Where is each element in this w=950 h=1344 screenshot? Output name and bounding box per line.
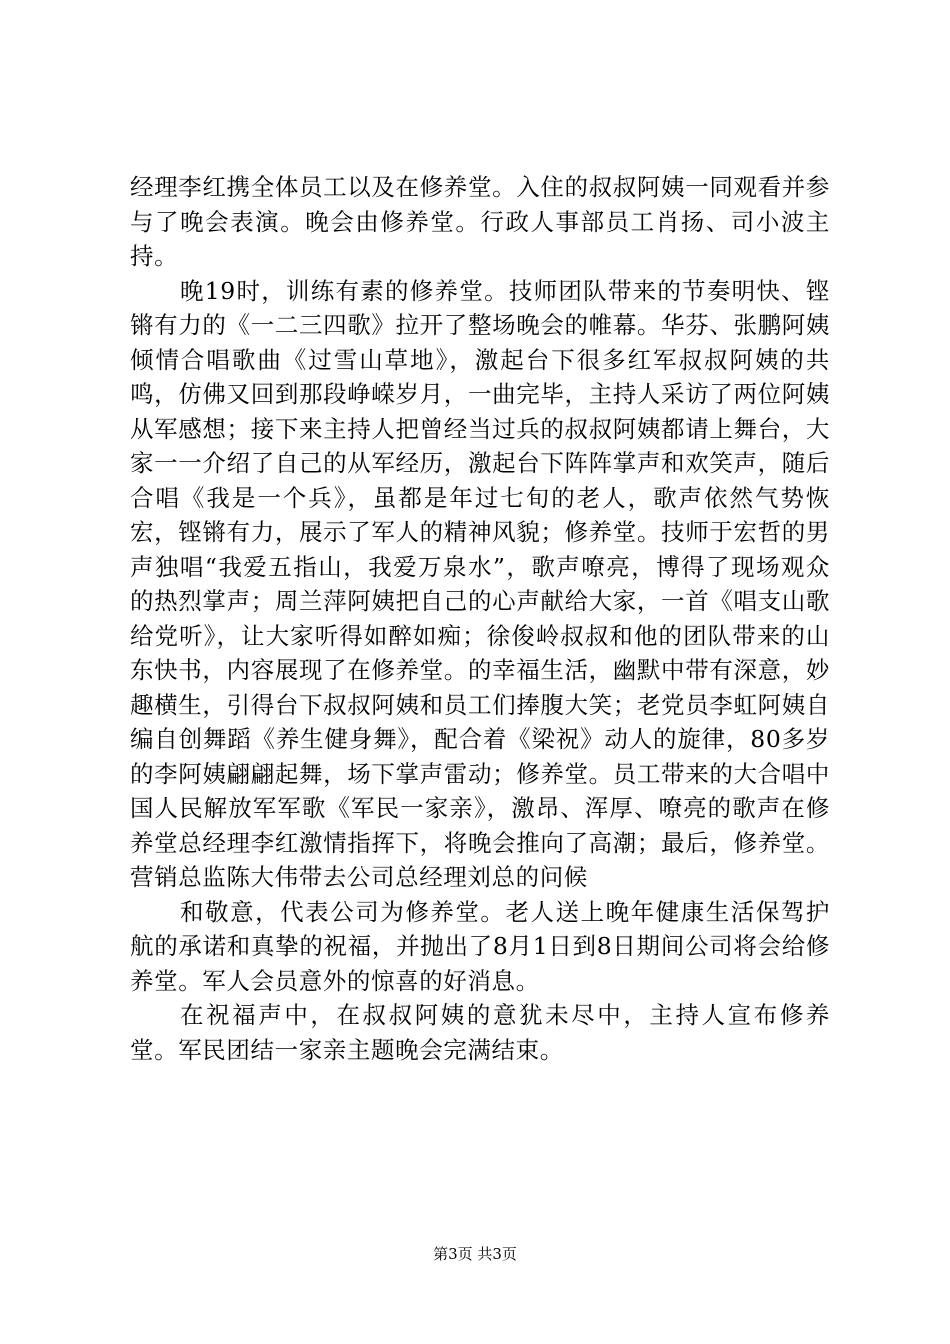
paragraph-4: 在祝福声中，在叔叔阿姨的意犹未尽中，主持人宣布修养堂。军民团结一家亲主题晚会完满结束。 [130, 1001, 830, 1064]
paragraph-3: 和敬意，代表公司为修养堂。老人送上晚年健康生活保驾护航的承诺和真挚的祝福，并抛出了8月1日到8日期间公司将会给修养堂。军人会员意外的惊喜的好消息。 [130, 897, 830, 995]
page-footer: 第3页 共3页 [433, 1245, 517, 1263]
document-body [130, 170, 830, 1067]
paragraph-2: 晚19时，训练有素的修养堂。技师团队带来的节奏明快、铿锵有力的《一二三四歌》拉开了整场晚会的帷幕。华芬、张鹏阿姨倾情合唱歌曲《过雪山草地》，激起台下很多红军叔叔阿姨的共鸣，仿佛又回到那段峥嵘岁月，一曲完毕，主持人采访了两位阿姨从军感想；接下来主持人把曾经当过兵的叔叔阿姨都请上舞台，大家一一介绍了自己的从军经历，激起台下阵阵掌声和欢笑声，随后合唱《我是一个兵》，虽都是年过七旬的老人，歌声依然气势恢宏，铿锵有力，展示了军人的精神风貌；修养堂。技师于宏哲的男声独唱“我爱五指山，我爱万泉水”，歌声嘹亮，博得了现场观众的热烈掌声；周兰萍阿姨把自己的心声献给大家，一首《唱支山歌给党听》，让大家听得如醉如痴；徐俊岭叔叔和他的团队带来的山东快书，内容展现了在修养堂。的幸福生活，幽默中带有深意，妙趣横生，引得台下叔叔阿姨和员工们捧腹大笑；老党员李虹阿姨自编自创舞蹈《养生健身舞》，配合着《梁祝》动人的旋律，80多岁的李阿姨翩翩起舞，场下掌声雷动；修养堂。员工带来的大合唱中国人民解放军军歌《军民一家亲》，激昂、浑厚、嘹亮的歌声在修养堂总经理李红激情指挥下，将晚会推向了高潮；最后，修养堂。营销总监陈大伟带去公司总经理刘总的问候 [130, 276, 830, 891]
paragraph-1: 经理李红携全体员工以及在修养堂。入住的叔叔阿姨一同观看并参与了晚会表演。晚会由修养堂。行政人事部员工肖扬、司小波主持。 [130, 173, 830, 270]
